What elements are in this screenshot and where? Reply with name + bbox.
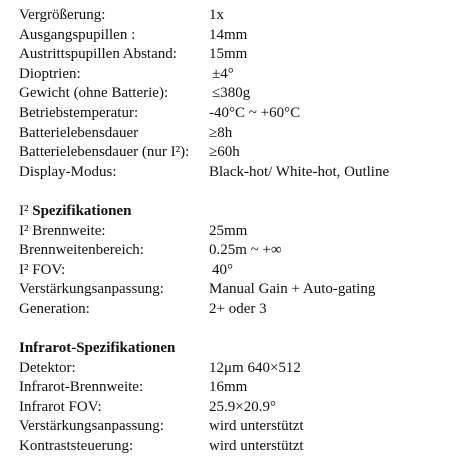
spec-row <box>19 124 449 144</box>
spec-row <box>19 261 449 281</box>
spec-label: Dioptrien: <box>19 65 81 82</box>
spec-label: Display-Modus: <box>19 163 117 180</box>
i2-heading-text: Spezifikationen <box>32 202 132 219</box>
spec-label: I² Brennweite: <box>19 222 106 239</box>
spec-label: Batterielebensdauer (nur I²): <box>19 144 190 161</box>
spec-row <box>19 84 449 104</box>
spec-value: -40°C ~ +60°C <box>209 104 301 121</box>
spec-value: 2+ oder 3 <box>209 300 267 317</box>
spec-value: Black-hot/ White-hot, Outline <box>209 163 390 180</box>
spec-label: Gewicht (ohne Batterie): <box>19 85 169 102</box>
spec-row <box>19 143 449 163</box>
spec-value: 14mm <box>209 26 248 43</box>
spec-label: Batterielebensdauer <box>19 124 139 141</box>
spec-label: Infrarot FOV: <box>19 398 102 415</box>
spec-row <box>19 280 449 300</box>
spec-row <box>19 300 449 320</box>
spec-value: 25.9×20.9° <box>209 398 276 415</box>
spec-value: Manual Gain + Auto-gating <box>209 281 376 298</box>
spec-value: wird unterstützt <box>209 438 304 455</box>
spec-label: Brennweitenbereich: <box>19 242 144 259</box>
section-spacer <box>19 182 449 202</box>
spec-label: Verstärkungsanpassung: <box>19 281 164 298</box>
spec-row <box>19 417 449 437</box>
spec-value: 12μm 640×512 <box>209 359 301 376</box>
spec-value: 25mm <box>209 222 248 239</box>
spec-value: ≥8h <box>209 124 233 141</box>
i2-spec-list <box>19 222 449 320</box>
spec-value: 40° <box>212 261 233 278</box>
spec-value: ≥60h <box>209 144 240 161</box>
spec-row <box>19 163 449 183</box>
spec-row <box>19 65 449 85</box>
spec-row <box>19 378 449 398</box>
spec-value: 16mm <box>209 379 248 396</box>
spec-label: Betriebstemperatur: <box>19 104 139 121</box>
spec-value: wird unterstützt <box>209 418 304 435</box>
spec-label: I² FOV: <box>19 261 66 278</box>
spec-label: Austrittspupillen Abstand: <box>19 46 177 63</box>
spec-label: Detektor: <box>19 359 76 376</box>
spec-label: Infrarot-Brennweite: <box>19 379 144 396</box>
spec-label: Ausgangspupillen : <box>19 26 136 43</box>
spec-row <box>19 437 449 457</box>
spec-value: 0.25m ~ +∞ <box>209 242 282 259</box>
i2-spec-heading <box>19 202 449 222</box>
section-spacer <box>19 320 449 340</box>
i2-heading-prefix: I² <box>19 202 29 219</box>
spec-value: 15mm <box>209 46 248 63</box>
spec-row <box>19 222 449 242</box>
spec-row <box>19 45 449 65</box>
spec-row <box>19 6 449 26</box>
spec-row <box>19 241 449 261</box>
spec-row <box>19 359 449 379</box>
spec-value: ≤380g <box>212 85 251 102</box>
spec-label: Verstärkungsanpassung: <box>19 418 164 435</box>
spec-label: Generation: <box>19 300 90 317</box>
spec-value: 1x <box>209 7 224 23</box>
spec-label: Kontraststeuerung: <box>19 438 134 455</box>
spec-document <box>19 6 449 457</box>
spec-row <box>19 26 449 46</box>
ir-spec-heading: Infrarot-Spezifikationen <box>19 340 176 357</box>
ir-spec-list <box>19 359 449 457</box>
spec-row <box>19 104 449 124</box>
spec-row <box>19 398 449 418</box>
general-spec-list <box>19 6 449 182</box>
spec-value: ±4° <box>212 65 234 82</box>
spec-label: Vergrößerung: <box>19 7 106 23</box>
